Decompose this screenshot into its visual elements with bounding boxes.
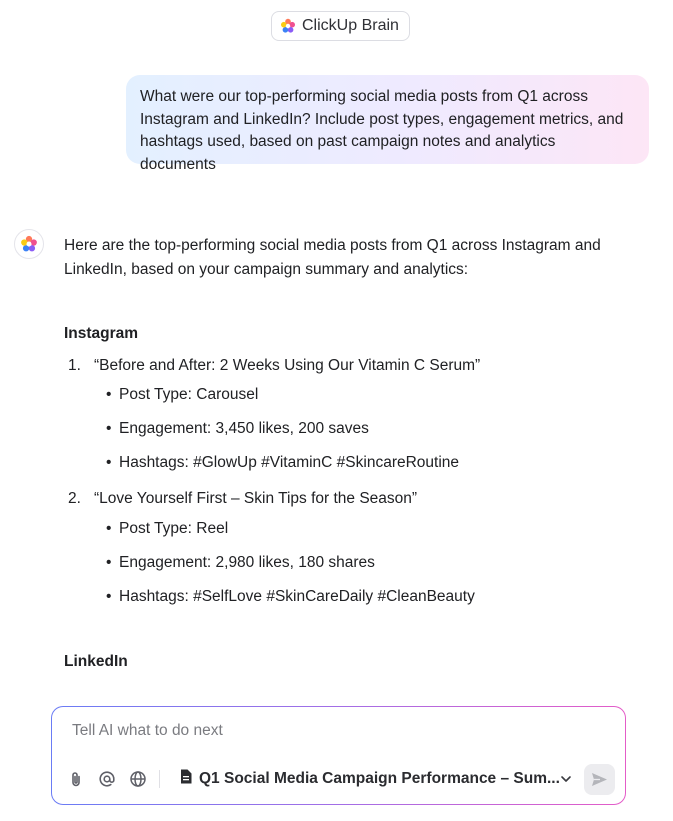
list-item: [106, 417, 369, 441]
list-item-text: Hashtags: #GlowUp #VitaminC #SkincareRoutine: [119, 454, 460, 471]
clickup-brain-logo-icon: [20, 235, 38, 253]
list-item: [106, 383, 258, 407]
list-item-text: Engagement: 3,450 likes, 200 saves: [119, 420, 369, 437]
section-title-linkedin: LinkedIn: [64, 653, 128, 670]
post-title: [68, 487, 417, 511]
clickup-brain-logo-icon: [280, 18, 296, 34]
bullet-dot: •: [106, 588, 112, 605]
post-title-text: “Love Yourself First – Skin Tips for the Season”: [94, 490, 418, 507]
paperclip-icon[interactable]: [66, 769, 86, 789]
user-message-text: What were our top-performing social media posts from Q1 across Instagram and LinkedIn? Include post types, engagement metrics, and hashtags used, based on past campaign notes and analytics documents: [140, 88, 624, 173]
user-message-bubble: [126, 75, 649, 173]
header-title: ClickUp Brain: [302, 17, 399, 34]
list-item-text: Post Type: Reel: [119, 520, 229, 537]
response-intro: Here are the top-performing social media posts from Q1 across Instagram and LinkedIn, based on your campaign summary and analytics:: [64, 237, 601, 278]
toolbar-divider: [159, 770, 160, 788]
bullet-dot: •: [106, 554, 112, 571]
assistant-avatar: [14, 229, 44, 259]
bullet-dot: •: [106, 520, 112, 537]
list-item: [106, 451, 459, 475]
globe-icon[interactable]: [128, 769, 148, 789]
list-item-text: Hashtags: #SelfLove #SkinCareDaily #CleanBeauty: [119, 588, 475, 605]
at-sign-icon[interactable]: [97, 769, 117, 789]
bullet-dot: •: [106, 454, 112, 471]
attached-document-title: Q1 Social Media Campaign Performance – Sum...: [199, 770, 560, 787]
list-item-text: Post Type: Carousel: [119, 386, 259, 403]
chevron-down-icon[interactable]: [558, 769, 574, 789]
bullet-dot: •: [106, 420, 112, 437]
send-icon: [591, 772, 608, 787]
section-title-instagram: Instagram: [64, 325, 139, 342]
attached-document-chip[interactable]: [180, 767, 560, 791]
assistant-response: [64, 234, 634, 670]
post-number: 2.: [68, 490, 81, 507]
list-item: [106, 517, 228, 541]
send-button[interactable]: [584, 764, 615, 795]
bullet-dot: •: [106, 386, 112, 403]
list-item: [106, 585, 475, 609]
post-title-text: “Before and After: 2 Weeks Using Our Vitamin C Serum”: [94, 357, 481, 374]
prompt-input[interactable]: [72, 722, 592, 740]
composer: [51, 706, 626, 805]
document-icon: [180, 769, 192, 789]
post-title: [68, 354, 480, 378]
composer-inner: [52, 707, 625, 804]
clickup-brain-header[interactable]: [271, 11, 410, 41]
list-item: [106, 551, 375, 575]
post-number: 1.: [68, 357, 81, 374]
list-item-text: Engagement: 2,980 likes, 180 shares: [119, 554, 375, 571]
